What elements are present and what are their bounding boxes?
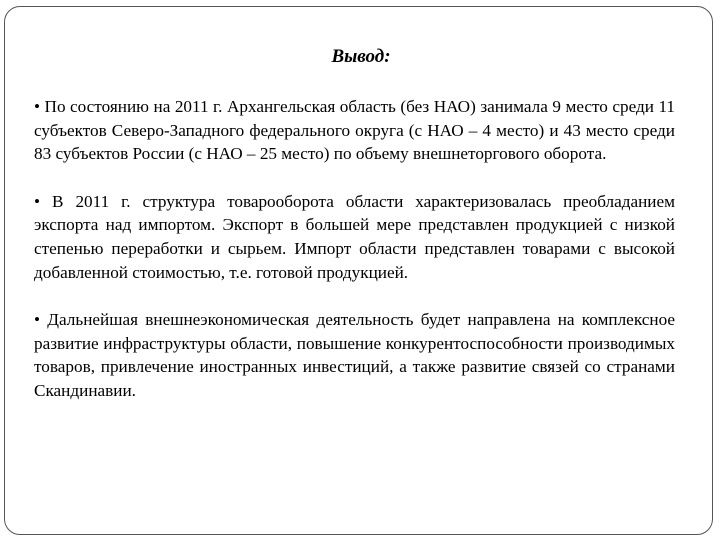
bullet-marker: • <box>34 97 41 116</box>
bullet-paragraph-1 <box>34 95 675 166</box>
bullet-paragraph-2 <box>34 190 675 284</box>
slide-title <box>0 46 720 68</box>
paragraph-text: По состоянию на 2011 г. Архангельская область (без НАО) занимала 9 место среди 11 субъектов Северо-Западного федерального округа (с НАО – 4 место) и 43 место среди 83 субъектов России (с НАО – 25 место) по объему внешнеторгового оборота. <box>34 97 676 164</box>
bullet-paragraph-3 <box>34 308 675 402</box>
slide-title-text: Вывод: <box>331 46 391 67</box>
paragraph-text: Дальнейшая внешнеэкономическая деятельность будет направлена на комплексное развитие инфраструктуры области, повышение конкурентоспособности производимых товаров, привлечение иностранных инвестиций, а также развитие связей со странами Скандинавии. <box>34 310 675 400</box>
paragraph-text: В 2011 г. структура товарооборота области характеризовалась преобладанием экспорта над импортом. Экспорт в большей мере представлен продукцией с низкой степенью переработки и сырьем. Импорт области представлен товарами с высокой добавленной стоимостью, т.е. готовой продукцией. <box>34 191 675 282</box>
bullet-marker: • <box>34 310 41 330</box>
bullet-marker: • <box>34 191 41 211</box>
slide-content <box>34 95 675 403</box>
